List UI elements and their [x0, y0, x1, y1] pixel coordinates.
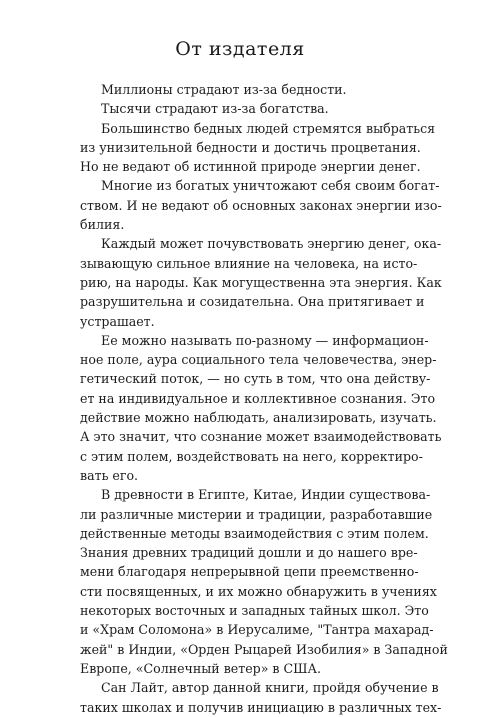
text-line: ли различные мистерии и традиции, разработавшие: [80, 506, 433, 522]
text-line: зывающую сильное влияние на человека, на исто-: [80, 255, 418, 271]
text-line: Большинство бедных людей стремятся выбраться: [101, 120, 436, 136]
text-line: Тысячи страдают из-за богатства.: [101, 101, 329, 117]
text-line: жей" в Индии, «Орден Рыцарей Изобилия» в Западной: [80, 641, 448, 657]
text-line: Миллионы страдают из-за бедности.: [101, 82, 347, 97]
text-line: из унизительной бедности и достичь процветания.: [80, 139, 421, 155]
text-line: ное поле, аура социального тела человечества, энер-: [80, 352, 437, 368]
text-line: вать его.: [80, 467, 139, 483]
text-line: билия.: [80, 217, 125, 233]
text-line: Многие из богатых уничтожают себя своим богат-: [101, 178, 440, 194]
text-line: устрашает.: [80, 313, 155, 329]
text-line: рию, на народы. Как могущественна эта энергия. Как: [80, 274, 442, 290]
body-text: [80, 80, 448, 717]
text-line: действие можно наблюдать, анализировать, изучать.: [80, 410, 437, 426]
text-line: Европе, «Солнечный ветер» в США.: [80, 660, 322, 676]
text-line: мени благодаря непрерывной цепи преемственно-: [80, 564, 419, 580]
text-line: Но не ведают об истинной природе энергии денег.: [80, 159, 421, 175]
text-line: ством. И не ведают об основных законах энергии изо-: [80, 197, 442, 213]
text-line: А это значит, что сознание может взаимодействовать: [80, 429, 442, 445]
text-line: и «Храм Соломона» в Иерусалиме, "Тантра махарад-: [80, 622, 434, 638]
text-line: Ее можно называть по-разному — информацион-: [101, 332, 429, 348]
page-title: От издателя: [175, 38, 305, 60]
text-line: Каждый может почувствовать энергию денег, ока-: [101, 236, 442, 252]
text-line: Знания древних традиций дошли и до нашего вре-: [80, 545, 418, 561]
text-line: ет на индивидуальное и коллективное сознания. Это: [80, 390, 436, 406]
text-line: с этим полем, воздействовать на него, корректиро-: [80, 448, 423, 464]
text-line: гетический поток, — но суть в том, что она действу-: [80, 371, 431, 387]
text-line: некоторых восточных и западных тайных школ. Это: [80, 603, 429, 619]
text-line: таких школах и получив инициацию в различных тех-: [80, 699, 442, 715]
text-line: В древности в Египте, Китае, Индии существова-: [101, 487, 431, 503]
text-line: разрушительна и созидательна. Она притягивает и: [80, 294, 425, 310]
text-line: Сан Лайт, автор данной книги, пройдя обучение в: [101, 680, 439, 696]
text-line: действенные методы взаимодействия с этим полем.: [80, 525, 429, 541]
text-line: сти посвященных, и их можно обнаружить в учениях: [80, 583, 437, 599]
